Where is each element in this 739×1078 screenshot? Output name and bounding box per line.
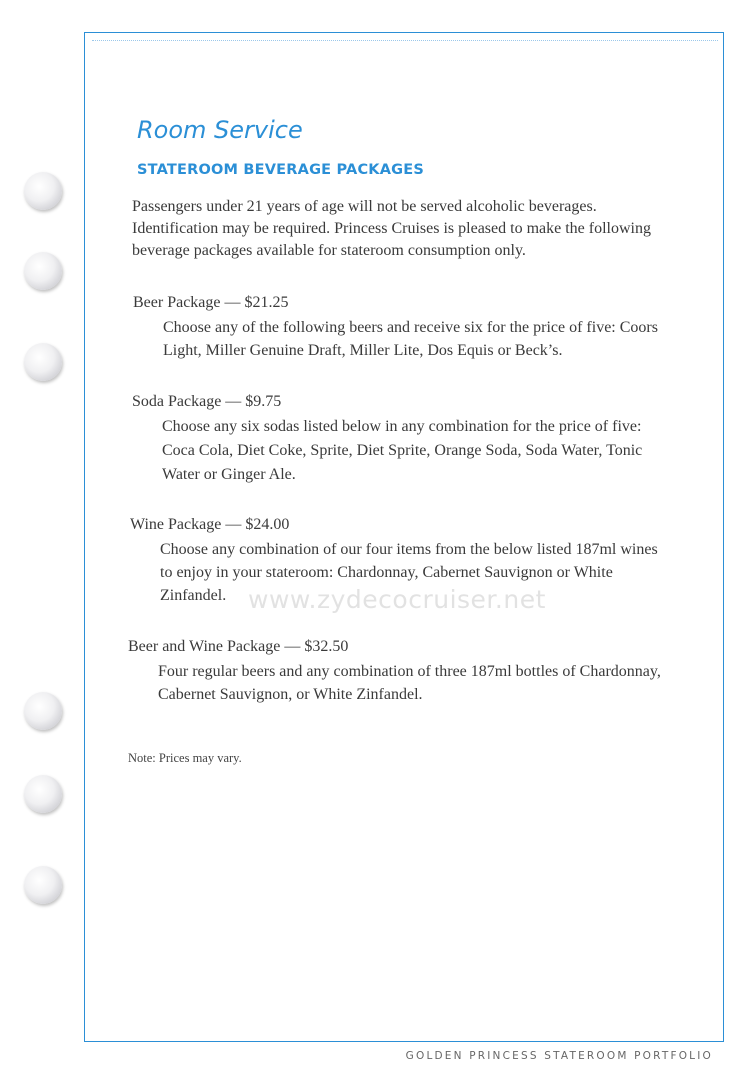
page-footer: GOLDEN PRINCESS STATEROOM PORTFOLIO — [405, 1050, 713, 1062]
package-description: Four regular beers and any combination of three 187ml bottles of Chardonnay, Cabernet Sauvignon, or White Zinfandel. — [158, 663, 661, 703]
binder-hole-2 — [24, 252, 62, 290]
beer-and-wine-package — [128, 636, 688, 706]
package-description: Choose any combination of our four items from the below listed 187ml wines to enjoy in your stateroom: Chardonnay, Cabernet Sauvignon or White Zinfandel. — [160, 541, 658, 604]
binder-hole-4 — [24, 692, 62, 730]
wine-package — [130, 514, 690, 607]
binder-hole-5 — [24, 775, 62, 813]
binder-hole-3 — [24, 343, 62, 381]
package-heading: Beer and Wine Package — $32.50 — [128, 638, 349, 655]
package-heading: Soda Package — $9.75 — [132, 393, 282, 410]
binder-hole-6 — [24, 866, 62, 904]
intro-paragraph: Passengers under 21 years of age will not be served alcoholic beverages. Identification may be required. Princess Cruises is pleased to make the following beverage packages available for stateroom consumption only. — [132, 198, 651, 259]
beer-package — [133, 292, 693, 362]
price-note: Note: Prices may vary. — [128, 751, 242, 765]
section-subtitle: STATEROOM BEVERAGE PACKAGES — [137, 162, 424, 178]
watermark: www.zydecocruiser.net — [248, 585, 546, 614]
package-description: Choose any six sodas listed below in any combination for the price of five: Coca Cola, Diet Coke, Sprite, Diet Sprite, Orange Soda, Soda Water, Tonic Water or Ginger Ale. — [162, 418, 643, 483]
soda-package — [132, 391, 692, 487]
package-heading: Wine Package — $24.00 — [130, 516, 290, 533]
frame-top-border — [92, 40, 718, 41]
page-title: Room Service — [137, 116, 303, 144]
binder-hole-1 — [24, 172, 62, 210]
package-heading: Beer Package — $21.25 — [133, 294, 289, 311]
package-description: Choose any of the following beers and receive six for the price of five: Coors Light, Miller Genuine Draft, Miller Lite, Dos Equis or Beck’s. — [163, 319, 658, 359]
